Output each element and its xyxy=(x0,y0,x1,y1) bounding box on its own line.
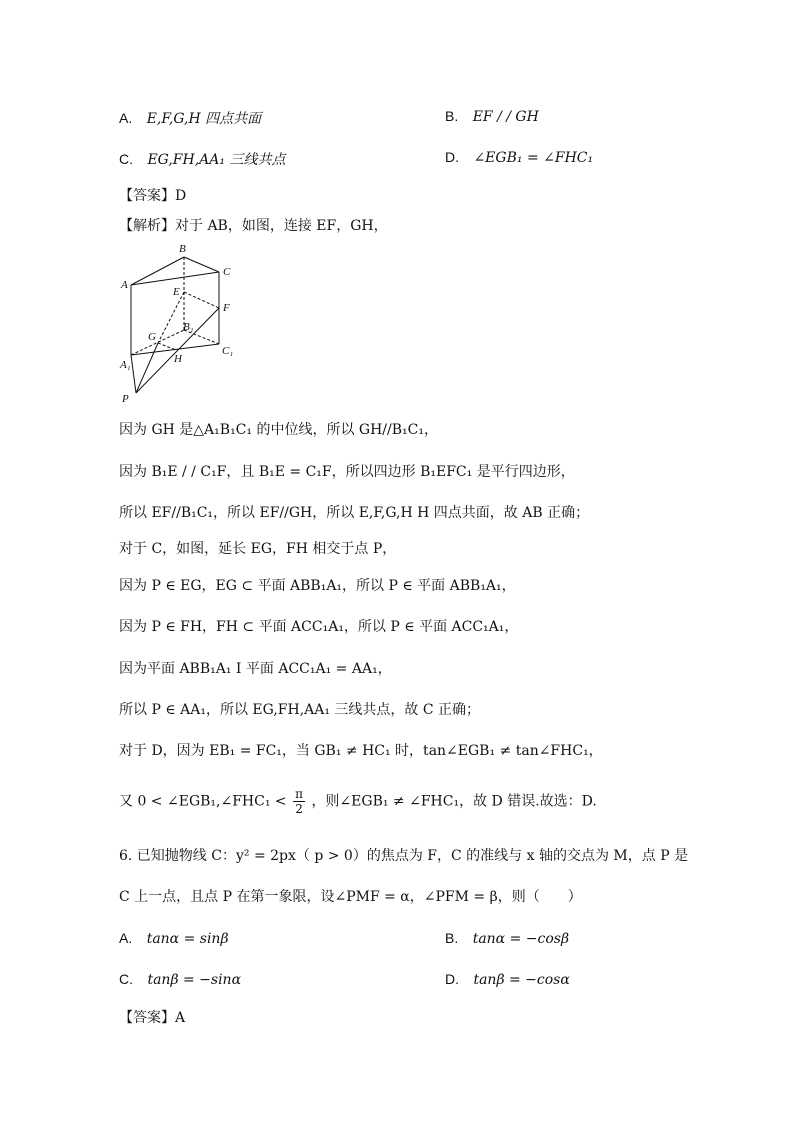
label-a1: A₁ xyxy=(120,359,131,371)
analysis-line-5: 因为 P ∈ EG，EG ⊂ 平面 ABB₁A₁，所以 P ∈ 平面 ABB₁A₁， xyxy=(119,578,516,594)
line-e-g xyxy=(158,292,184,343)
label-c: C xyxy=(223,266,231,278)
label-f: F xyxy=(223,302,230,314)
q5-option-b-text: EF / / GH xyxy=(472,109,539,125)
pi-over-2-fraction xyxy=(293,787,305,816)
line-f-p xyxy=(136,308,219,393)
q6-answer: 【答案】A xyxy=(119,1010,186,1026)
q6-option-c-text: tanβ = −sinα xyxy=(147,972,242,988)
analysis-line-10 xyxy=(119,787,597,816)
analysis-line-4: 对于 C，如图，延长 EG，FH 相交于点 P， xyxy=(119,541,397,557)
q5-option-b-label: B. xyxy=(445,108,459,124)
q6-option-d-label: D. xyxy=(445,971,459,987)
label-g: G xyxy=(148,331,156,343)
q5-option-d-label: D. xyxy=(445,149,459,165)
q6-option-d-text: tanβ = −cosα xyxy=(473,972,570,988)
q6-option-b-text: tanα = −cosβ xyxy=(472,931,570,947)
analysis-line-8: 所以 P ∈ AA₁，所以 EG,FH,AA₁ 三线共点，故 C 正确； xyxy=(119,702,481,718)
q5-option-a-label: A. xyxy=(119,110,133,126)
q6-option-b-label: B. xyxy=(445,930,459,946)
q6-option-c[interactable] xyxy=(119,971,241,988)
analysis-line-6: 因为 P ∈ FH，FH ⊂ 平面 ACC₁A₁，所以 P ∈ 平面 ACC₁A₁， xyxy=(119,619,519,635)
label-e: E xyxy=(173,286,180,298)
fraction-denominator: 2 xyxy=(295,802,303,816)
q6-option-a[interactable] xyxy=(119,930,229,947)
label-b1: B₁ xyxy=(183,321,194,333)
line-e-f xyxy=(184,292,219,308)
q5-option-a-text: E,F,G,H 四点共面 xyxy=(146,111,262,127)
q6-option-c-label: C. xyxy=(119,971,133,987)
analysis-line-10-suffix: ，则∠EGB₁ ≠ ∠FHC₁，故 D 错误.故选：D. xyxy=(311,793,597,810)
analysis-line-10-prefix: 又 0 < ∠EGB₁,∠FHC₁ < xyxy=(119,793,287,810)
q5-option-b[interactable] xyxy=(445,108,539,125)
label-h: H xyxy=(174,353,182,365)
analysis-line-3: 所以 EF//B₁C₁，所以 EF//GH，所以 E,F,G,H H 四点共面，故 AB 正确； xyxy=(119,505,590,521)
q6-option-b[interactable] xyxy=(445,930,569,947)
q6-option-d[interactable] xyxy=(445,971,570,988)
q6-option-a-text: tanα = sinβ xyxy=(146,931,229,947)
line-g-p xyxy=(136,343,158,393)
label-p: P xyxy=(122,393,129,405)
q5-analysis-intro: 【解析】对于 AB，如图，连接 EF，GH， xyxy=(119,218,388,234)
q5-answer: 【答案】D xyxy=(119,188,187,204)
prism-figure xyxy=(112,240,252,410)
label-c1: C₁ xyxy=(222,345,234,357)
q5-option-c-text: EG,FH,AA₁ 三线共点 xyxy=(147,152,286,168)
analysis-line-2: 因为 B₁E / / C₁F，且 B₁E = C₁F，所以四边形 B₁EFC₁ 是平行四边形， xyxy=(119,464,575,480)
line-g-h xyxy=(158,343,176,350)
q5-option-d-text: ∠EGB₁ = ∠FHC₁ xyxy=(473,150,594,166)
q5-option-d[interactable] xyxy=(445,149,593,166)
q5-option-c-label: C. xyxy=(119,151,133,167)
edge-b-c xyxy=(184,257,219,272)
label-b: B xyxy=(179,243,186,255)
analysis-line-9: 对于 D，因为 EB₁ = FC₁，当 GB₁ ≠ HC₁ 时，tan∠EGB₁ ≠ tan∠FHC₁， xyxy=(119,743,603,759)
q5-option-a[interactable] xyxy=(119,108,261,128)
analysis-line-7: 因为平面 ABB₁A₁ I 平面 ACC₁A₁ = AA₁， xyxy=(119,661,392,677)
q6-stem-line-2: C 上一点，且点 P 在第一象限，设∠PMF = α，∠PFM = β，则（ ） xyxy=(119,889,582,905)
q6-stem-line-1: 6. 已知抛物线 C：y² = 2px（ p > 0）的焦点为 F，C 的准线与 x 轴的交点为 M，点 P 是 xyxy=(119,848,689,864)
line-a1-p xyxy=(131,355,136,393)
fraction-numerator: π xyxy=(295,787,303,801)
analysis-line-1: 因为 GH 是△A₁B₁C₁ 的中位线，所以 GH//B₁C₁， xyxy=(119,422,438,438)
q6-option-a-label: A. xyxy=(119,930,133,946)
q5-option-c[interactable] xyxy=(119,149,285,169)
label-a: A xyxy=(121,279,128,291)
